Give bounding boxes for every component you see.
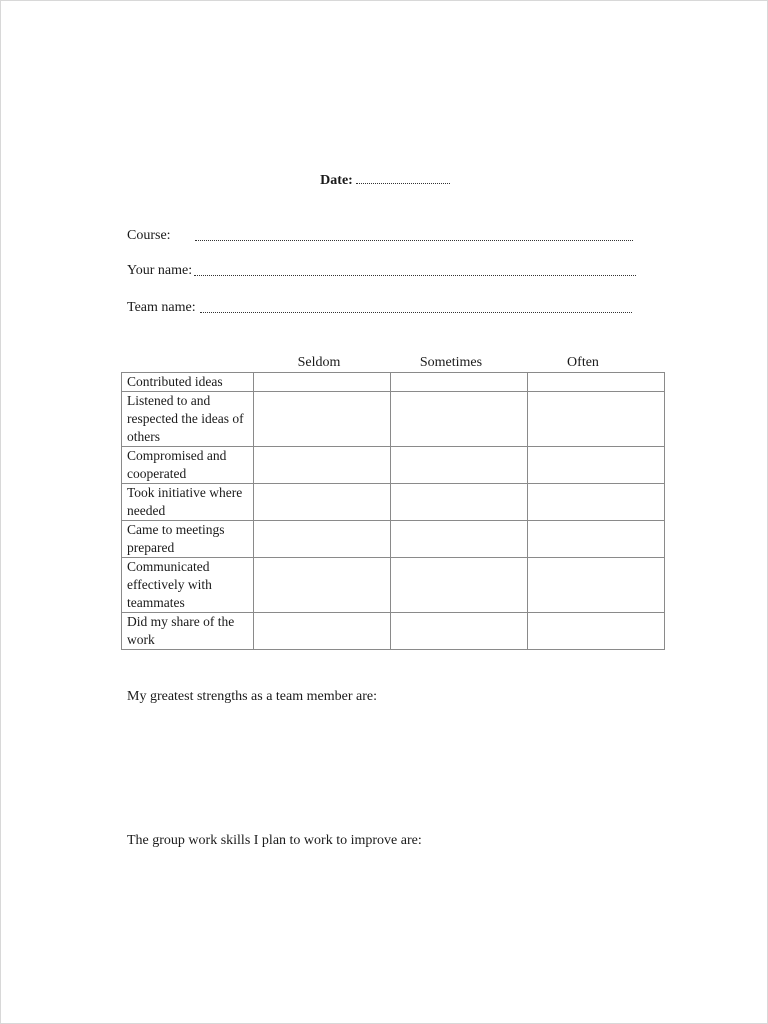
rating-cell-often[interactable] (528, 521, 665, 558)
criterion-label: Communicated effectively with teammates (122, 558, 254, 613)
strengths-prompt: My greatest strengths as a team member are: (127, 689, 377, 704)
table-row (122, 613, 665, 650)
date-line (1, 173, 768, 189)
rating-cell-sometimes[interactable] (391, 373, 528, 392)
criterion-label: Listened to and respected the ideas of others (122, 392, 254, 447)
column-header-often: Often (567, 355, 599, 370)
your-name-blank[interactable] (194, 274, 636, 276)
course-label: Course: (127, 228, 171, 243)
rating-cell-often[interactable] (528, 392, 665, 447)
rating-cell-seldom[interactable] (254, 613, 391, 650)
rating-cell-sometimes[interactable] (391, 558, 528, 613)
criterion-label: Came to meetings prepared (122, 521, 254, 558)
date-blank[interactable] (356, 173, 450, 184)
rating-cell-often[interactable] (528, 447, 665, 484)
team-name-blank[interactable] (200, 311, 632, 313)
column-header-sometimes: Sometimes (419, 355, 483, 370)
table-row (122, 447, 665, 484)
table-row (122, 484, 665, 521)
table-row (122, 373, 665, 392)
rating-cell-often[interactable] (528, 613, 665, 650)
table-row (122, 521, 665, 558)
rating-cell-often[interactable] (528, 373, 665, 392)
rating-cell-seldom[interactable] (254, 521, 391, 558)
rating-cell-seldom[interactable] (254, 484, 391, 521)
rating-cell-seldom[interactable] (254, 392, 391, 447)
column-header-seldom: Seldom (297, 355, 341, 370)
team-name-label: Team name: (127, 300, 196, 315)
team-name-field (127, 300, 632, 316)
course-field (127, 228, 633, 244)
your-name-label: Your name: (127, 263, 193, 278)
rating-cell-sometimes[interactable] (391, 392, 528, 447)
table-row (122, 558, 665, 613)
date-label: Date: (320, 173, 353, 188)
criterion-label: Did my share of the work (122, 613, 254, 650)
rating-cell-sometimes[interactable] (391, 613, 528, 650)
rating-cell-seldom[interactable] (254, 558, 391, 613)
improve-prompt: The group work skills I plan to work to improve are: (127, 833, 422, 848)
rating-column-headers (1, 355, 768, 373)
course-blank[interactable] (195, 239, 633, 241)
rating-cell-sometimes[interactable] (391, 447, 528, 484)
rating-table (121, 372, 665, 650)
criterion-label: Took initiative where needed (122, 484, 254, 521)
rating-cell-seldom[interactable] (254, 447, 391, 484)
rating-cell-often[interactable] (528, 558, 665, 613)
your-name-field (127, 263, 636, 279)
rating-cell-sometimes[interactable] (391, 521, 528, 558)
rating-cell-sometimes[interactable] (391, 484, 528, 521)
criterion-label: Compromised and cooperated (122, 447, 254, 484)
rating-cell-often[interactable] (528, 484, 665, 521)
rating-cell-seldom[interactable] (254, 373, 391, 392)
table-row (122, 392, 665, 447)
criterion-label: Contributed ideas (122, 373, 254, 392)
